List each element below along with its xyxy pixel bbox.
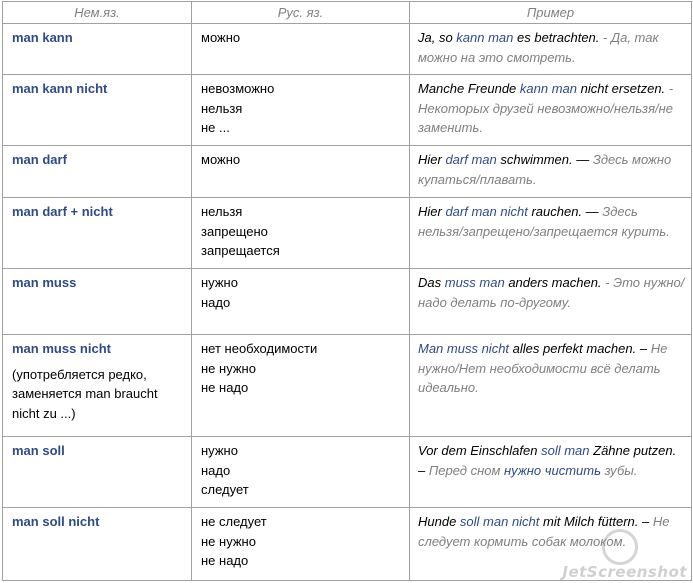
- example-german-text: Hier: [418, 204, 446, 219]
- russian-translation: следует: [201, 482, 249, 497]
- russian-cell: [192, 146, 410, 198]
- russian-cell: [192, 24, 410, 75]
- russian-translation: запрещается: [201, 243, 280, 258]
- example-cell: [410, 269, 692, 335]
- example-modal-phrase: soll man nicht: [459, 514, 540, 529]
- example-german-text: Manche Freunde: [418, 81, 520, 96]
- russian-translation: запрещено: [201, 223, 268, 239]
- example-german-text: Das: [418, 275, 445, 290]
- german-term: man soll: [12, 443, 65, 458]
- example-cell: [410, 335, 692, 437]
- example-german-text: Hunde: [418, 514, 460, 529]
- example-cell: [410, 24, 692, 75]
- german-term: man darf: [12, 152, 67, 167]
- german-term: man kann nicht: [12, 81, 108, 96]
- table-body: [3, 24, 692, 581]
- header-row: [3, 2, 692, 24]
- example-modal-phrase: muss man: [444, 275, 505, 290]
- table-row: [3, 198, 692, 269]
- russian-translation: можно: [201, 152, 241, 167]
- russian-translation: нужно: [201, 275, 238, 290]
- example-translation: - Да, так можно на это смотреть.: [418, 30, 659, 65]
- russian-translation: надо: [201, 294, 231, 310]
- example-modal-phrase: kann man: [519, 81, 577, 96]
- german-cell: [3, 75, 192, 146]
- example-german-text: Hier: [418, 152, 446, 167]
- header-example: Пример: [410, 2, 692, 24]
- watermark: JetScreenshot: [562, 563, 687, 581]
- example-german-text: rauchen. —: [527, 204, 599, 219]
- german-cell: [3, 437, 192, 508]
- usage-note: (употребляется редко, заменяется man braucht nicht zu ...): [12, 366, 158, 421]
- russian-translation: нельзя: [201, 204, 243, 219]
- example-modal-phrase: soll man: [541, 443, 590, 458]
- german-cell: [3, 269, 192, 335]
- example-german-text: Ja, so: [418, 30, 457, 45]
- example-cell: [410, 198, 692, 269]
- example-cell: [410, 75, 692, 146]
- example-translation: Не следует кормить собак молоком.: [418, 514, 670, 549]
- example-modal-phrase: kann man: [456, 30, 514, 45]
- example-translation: Здесь можно купаться/плавать.: [418, 152, 672, 187]
- german-term: man darf + nicht: [12, 204, 113, 219]
- russian-translation: не надо: [201, 553, 249, 568]
- german-cell: [3, 198, 192, 269]
- example-german-text: nicht ersetzen.: [577, 81, 666, 96]
- russian-cell: [192, 198, 410, 269]
- example-translation: зубы.: [600, 462, 638, 478]
- russian-translation: не нужно: [201, 360, 256, 376]
- russian-translation: нет необходимости: [201, 341, 318, 356]
- russian-translation: не следует: [201, 514, 267, 529]
- example-translation: - Это нужно/надо делать по-другому.: [418, 275, 685, 310]
- table-row: [3, 335, 692, 437]
- german-cell: [3, 335, 192, 437]
- russian-cell: [192, 335, 410, 437]
- russian-translation: нельзя: [201, 100, 243, 116]
- table-row: [3, 437, 692, 508]
- example-modal-phrase: Man muss nicht: [418, 341, 510, 356]
- russian-translation: невозможно: [201, 81, 275, 96]
- russian-cell: [192, 269, 410, 335]
- table-row: [3, 24, 692, 75]
- russian-translation: надо: [201, 462, 231, 478]
- german-cell: [3, 24, 192, 75]
- german-term: man muss nicht: [12, 341, 111, 356]
- modal-verbs-table: [2, 1, 692, 581]
- table-row: [3, 75, 692, 146]
- german-cell: [3, 146, 192, 198]
- russian-cell: [192, 75, 410, 146]
- watermark-logo-icon: [602, 529, 638, 565]
- table-row: [3, 269, 692, 335]
- russian-translation: не ...: [201, 120, 230, 135]
- russian-translation: можно: [201, 30, 241, 45]
- russian-translation: нужно: [201, 443, 238, 458]
- example-modal-phrase: darf man: [445, 152, 497, 167]
- example-german-text: Vor dem Einschlafen: [418, 443, 542, 458]
- example-modal-phrase: darf man nicht: [445, 204, 528, 219]
- german-term: man kann: [12, 30, 73, 45]
- example-translation: Перед сном: [425, 462, 501, 478]
- russian-translation: не надо: [201, 380, 249, 395]
- example-translation: Здесь нельзя/запрещено/запрещается курить.: [418, 204, 670, 239]
- example-german-text: alles perfekt machen. –: [509, 341, 648, 356]
- example-german-text: es betrachten.: [513, 30, 600, 45]
- example-translation: Не нужно/Нет необходимости всё делать идеально.: [418, 341, 668, 395]
- header-german: Нем.яз.: [3, 2, 192, 24]
- example-translation: - Некоторых друзей невозможно/нельзя/не заменить.: [418, 81, 674, 135]
- example-german-text: schwimmen. —: [496, 152, 590, 167]
- german-term: man soll nicht: [12, 514, 100, 529]
- example-german-text: Zähne putzen. –: [418, 443, 677, 478]
- example-modal-phrase: нужно чистить: [500, 462, 601, 478]
- table-row: [3, 146, 692, 198]
- russian-cell: [192, 508, 410, 581]
- example-cell: [410, 146, 692, 198]
- russian-translation: не нужно: [201, 533, 256, 549]
- example-cell: [410, 437, 692, 508]
- russian-cell: [192, 437, 410, 508]
- example-german-text: mit Milch füttern. –: [539, 514, 650, 529]
- german-term: man muss: [12, 275, 77, 290]
- example-german-text: anders machen.: [504, 275, 602, 290]
- header-russian: Рус. яз.: [192, 2, 410, 24]
- german-cell: [3, 508, 192, 581]
